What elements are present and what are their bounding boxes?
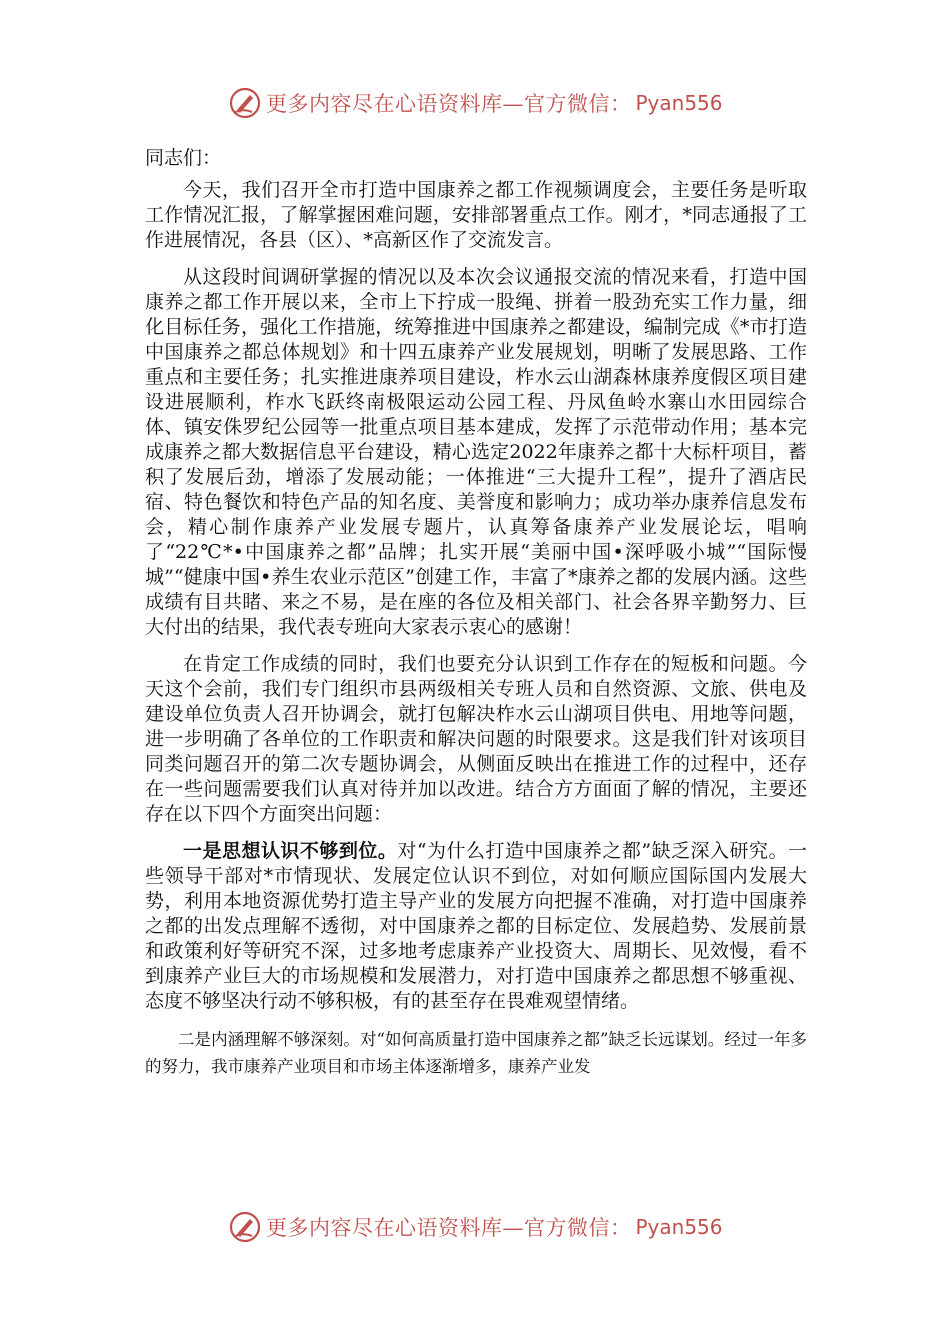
problem-one-heading: 一是思想认识不够到位。 xyxy=(183,840,398,862)
watermark-footer xyxy=(228,1210,723,1244)
paragraph-problems-intro: 在肯定工作成绩的同时，我们也要充分认识到工作存在的短板和问题。今天这个会前，我们专门组织市县两级相关专班人员和自然资源、文旅、供电及建设单位负责人召开协调会，就打包解决柞水云山湖项目供电、用地等问题，进一步明确了各单位的工作职责和解决问题的时限要求。这是我们针对该项目同类问题召开的第二次专题协调会，从侧面反映出在推进工作的过程中，还存在一些问题需要我们认真对待并加以改进。结合方方面面了解的情况，主要还存在以下四个方面突出问题： xyxy=(145,653,807,825)
paragraph-problem-one xyxy=(145,839,807,1014)
watermark-text: 更多内容尽在心语资料库—官方微信： xyxy=(266,1216,632,1240)
pen-circle-logo-icon xyxy=(228,86,262,120)
salutation: 同志们： xyxy=(145,147,222,169)
pen-circle-logo-icon xyxy=(228,1210,262,1244)
watermark-text: 更多内容尽在心语资料库—官方微信： xyxy=(266,92,632,116)
watermark-handle: Pyan556 xyxy=(635,1215,723,1239)
problem-one-text: 对“为什么打造中国康养之都”缺乏深入研究。一些领导干部对*市情现状、发展定位认识不到位，对如何顺应国际国内发展大势，利用本地资源优势打造主导产业的发展方向把握不准确，对打造中国康养之都的出发点理解不透彻，对中国康养之都的目标定位、发展趋势、发展前景和政策利好等研究不深，过多地考虑康养产业投资大、周期长、见效慢，看不到康养产业巨大的市场规模和发展潜力，对打造中国康养之都思想不够重视、态度不够坚决行动不够积极，有的甚至存在畏难观望情绪。 xyxy=(145,840,807,1012)
watermark-header xyxy=(228,86,723,120)
paragraph-achievements: 从这段时间调研掌握的情况以及本次会议通报交流的情况来看，打造中国康养之都工作开展以来，全市上下拧成一股绳、拼着一股劲充实工作力量，细化目标任务，强化工作措施，统筹推进中国康养之都建设，编制完成《*市打造中国康养之都总体规划》和十四五康养产业发展规划，明晰了发展思路、工作重点和主要任务；扎实推进康养项目建设，柞水云山湖森林康养度假区项目建设进展顺利，柞水飞跃终南极限运动公园工程、丹凤鱼岭水寨山水田园综合体、镇安侏罗纪公园等一批重点项目基本建成，发挥了示范带动作用；基本完成康养之都大数据信息平台建设，精心选定2022年康养之都十大标杆项目，蓄积了发展后劲，增添了发展动能；一体推进“三大提升工程”，提升了酒店民宿、特色餐饮和特色产品的知名度、美誉度和影响力；成功举办康养信息发布会，精心制作康养产业发展专题片，认真筹备康养产业发展论坛，唱响了“22℃*•中国康养之都”品牌；扎实开展“美丽中国•深呼吸小城”“国际慢城”“健康中国•养生农业示范区”创建工作，丰富了*康养之都的发展内涵。这些成绩有目共睹、来之不易，是在座的各位及相关部门、社会各界辛勤努力、巨大付出的结果，我代表专班向大家表示衷心的感谢！ xyxy=(145,266,807,638)
paragraph-opening: 今天，我们召开全市打造中国康养之都工作视频调度会，主要任务是听取工作情况汇报，了解掌握困难问题，安排部署重点工作。刚才，*同志通报了工作进展情况，各县（区）、*高新区作了交流发言。 xyxy=(145,179,807,251)
watermark-handle: Pyan556 xyxy=(635,91,723,115)
document-body xyxy=(145,140,807,1092)
paragraph-problem-two: 二是内涵理解不够深刻。对“如何高质量打造中国康养之都”缺乏长远谋划。经过一年多的努力，我市康养产业项目和市场主体逐渐增多，康养产业发 xyxy=(145,1030,807,1076)
